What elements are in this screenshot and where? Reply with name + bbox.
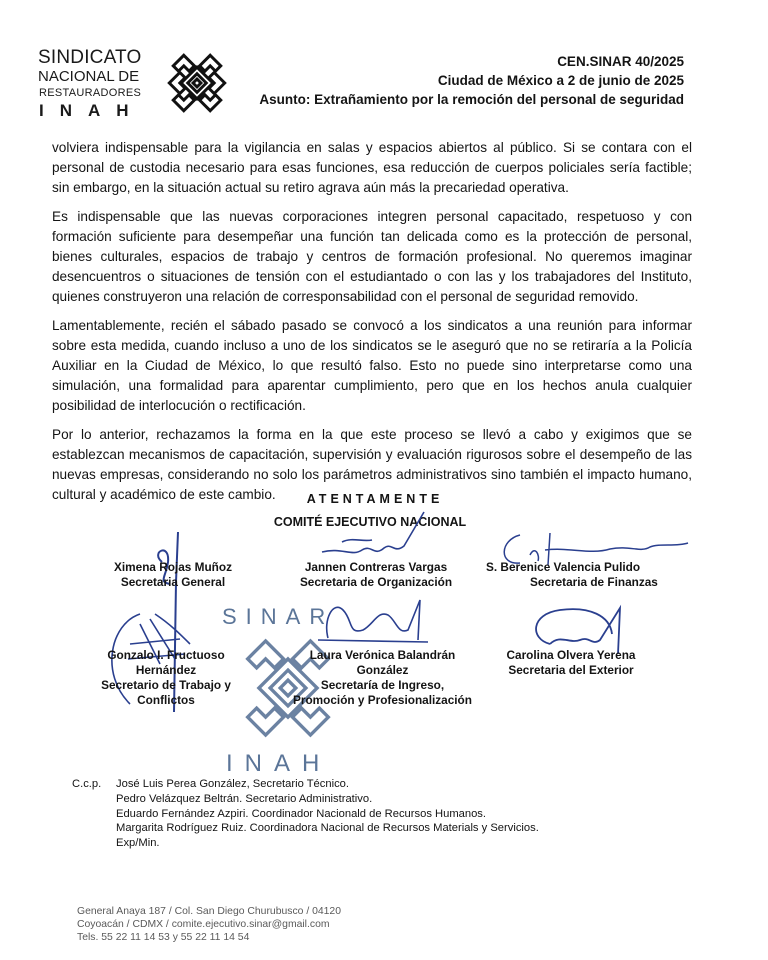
stamp-bottom-text: INAH (226, 750, 332, 777)
signatory-name: S. Berenice Valencia Pulido (486, 560, 641, 574)
signatory-block (86, 648, 246, 708)
logo-line-1: SINDICATO (38, 47, 142, 68)
signatory-role: Secretario de Trabajo y Conflictos (101, 678, 231, 707)
signatory-name: Ximena Rojas Muñoz (114, 560, 232, 574)
footer-address-2: Coyoacán / CDMX / comite.ejecutivo.sinar@gmail.com (77, 919, 330, 930)
footer-address-1: General Anaya 187 / Col. San Diego Churubusco / 04120 (77, 906, 341, 917)
signatory-block (290, 648, 475, 708)
signatory-role: Secretaria de Finanzas (530, 575, 658, 589)
committee-name: COMITÉ EJECUTIVO NACIONAL (273, 515, 467, 529)
signatory-role: Secretaria de Organización (299, 575, 453, 589)
signatory-name: Gonzalo I. Fructuoso Hernández (107, 648, 225, 677)
subject-line: Asunto: Extrañamiento por la remoción del personal de seguridad (259, 92, 684, 107)
letter-header (259, 52, 684, 109)
place-date: Ciudad de México a 2 de junio de 2025 (437, 73, 684, 88)
signatory-name: Carolina Olvera Yerena (506, 648, 636, 662)
signatory-role: Secretaria General (120, 575, 226, 589)
logo-line-4: INAH (39, 101, 145, 120)
body-paragraph: volviera indispensable para la vigilancia en salas y espacios abiertos al público. Si se contara con el personal de custodia necesario para esas funciones, esa reducción de cuerpos policiales sería factible; sin embargo, en la situación actual su retiro agrava aún más la precariedad operativa. (52, 140, 692, 195)
letter-footer (77, 905, 341, 944)
signatory-role: Secretaría de Ingreso, Promoción y Profesionalización (293, 678, 472, 707)
signatory-role: Secretaria del Exterior (508, 663, 634, 677)
signatory-block (496, 648, 646, 678)
ccp-label: C.c.p. (72, 778, 102, 790)
signatory-name: Laura Verónica Balandrán González (309, 648, 456, 677)
logo-line-3: RESTAURADORES (39, 87, 142, 99)
signatory-name: Jannen Contreras Vargas (304, 560, 448, 574)
ccp-recipient: Eduardo Fernández Azpiri. Coordinador Nacionald de Recursos Humanos. (116, 807, 487, 820)
ccp-recipient: José Luis Perea González, Secretario Técnico. (116, 778, 349, 790)
body-paragraph: Por lo anterior, rechazamos la forma en la que este proceso se llevó a cabo y exigimos que se establezcan mecanismos de capacitación, supervisión y evaluación rigurosos sobre el desempeño de las nuevas empresas, considerando no solo los parámetros administrativos sino también el impacto humano, cultural y académico de este cambio. (52, 427, 692, 502)
logo-line-2: NACIONAL DE (38, 68, 140, 85)
stamp-top-text: SINAR (222, 604, 335, 629)
reference-number: CEN.SINAR 40/2025 (557, 54, 684, 69)
footer-phones: Tels. 55 22 11 14 53 y 55 22 11 14 54 (77, 932, 250, 943)
ccp-recipients (116, 777, 539, 851)
signatory-block (276, 560, 476, 590)
sinar-emblem-icon (164, 50, 230, 116)
body-paragraph: Es indispensable que las nuevas corporaciones integren personal capacitado, respetuoso y con formación suficiente para desempeñar una función tan delicada como es la protección de personal, bienes culturales, espacios de trabajo y centros de formación profesional. No queremos imaginar desencuentros o situaciones de tensión con el estudiantado o con las y los trabajadores del Instituto, quienes construyeron una relación de corresponsabilidad con el personal de seguridad removido. (52, 209, 692, 304)
body-paragraph: Lamentablemente, recién el sábado pasado se convocó a los sindicatos a una reunión para informar sobre esta medida, cuando incluso a uno de los sindicatos se le aseguró que no se retiraría a la Policía Auxiliar en la Ciudad de México, lo que resultó falso. Esto no puede sino interpretarse como una simulación, una formalidad para aparentar cumplimiento, pero que en los hechos anula cualquier posibilidad de interlocución o rectificación. (52, 318, 692, 413)
signature-mark (308, 590, 438, 650)
signatory-block (486, 560, 686, 590)
signatory-block (88, 560, 258, 590)
closing-salutation: ATENTAMENTE (306, 492, 444, 506)
ccp-recipient: Margarita Rodríguez Ruiz. Coordinadora Nacional de Recursos Materials y Servicios. (116, 822, 539, 835)
ccp-recipient: Exp/Min. (116, 837, 160, 850)
ccp-recipient: Pedro Velázquez Beltrán. Secretario Administrativo. (116, 792, 373, 805)
letter-body (52, 138, 692, 515)
